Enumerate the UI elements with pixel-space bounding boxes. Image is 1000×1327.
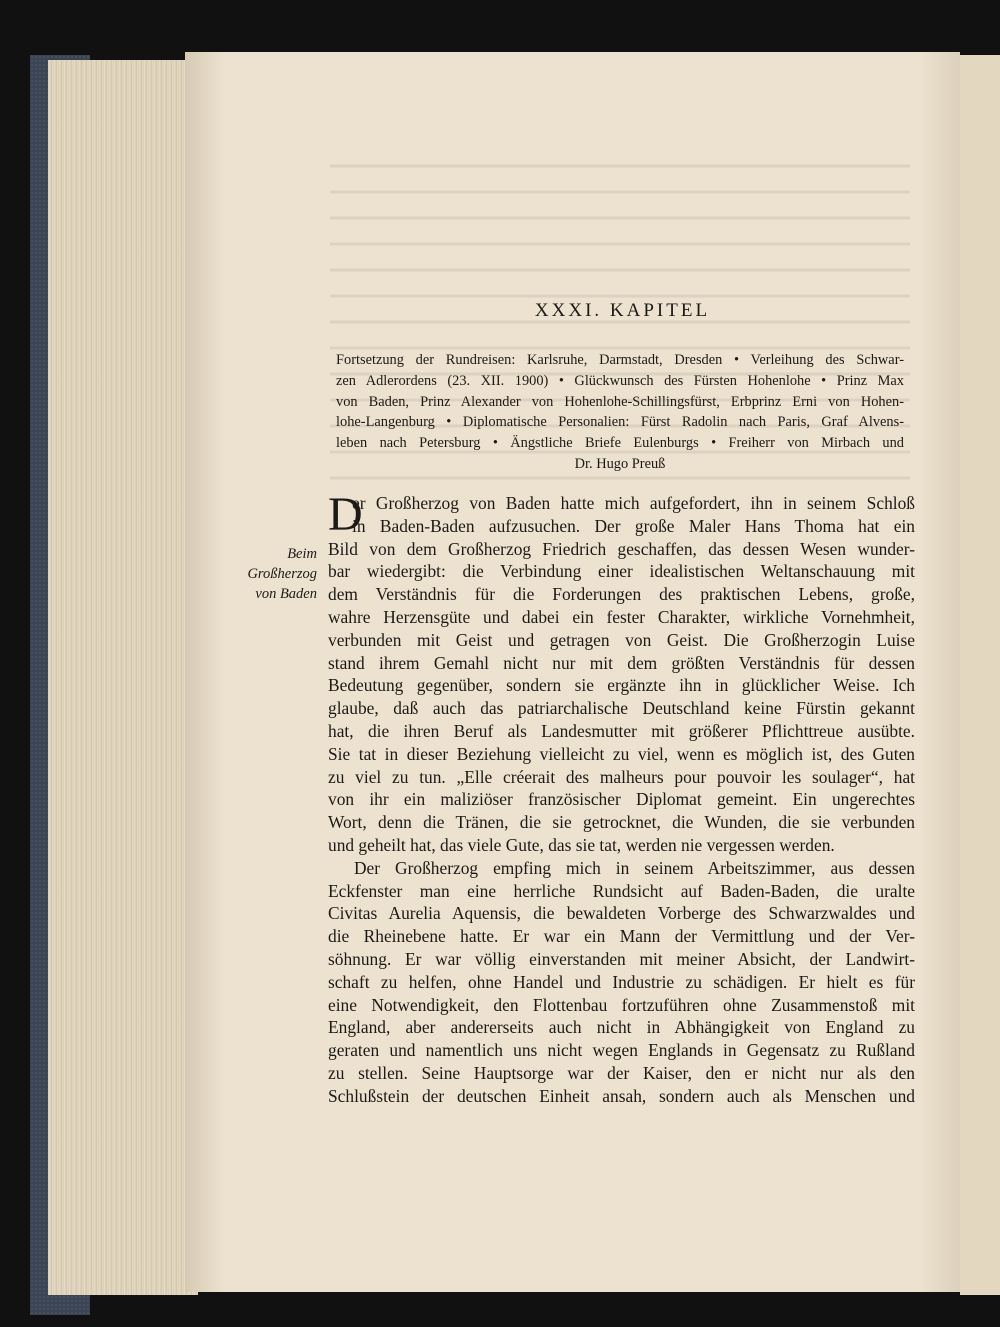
body-line: glaube, daß auch das patriarchalische Deutschland keine Fürstin gekannt: [328, 698, 915, 719]
body-line: verbunden mit Geist und getragen von Geist. Die Großherzogin Luise: [328, 629, 915, 650]
body-line: Bedeutung gegenüber, sondern sie ergänzte ihn in glücklicher Weise. Ich: [328, 675, 915, 696]
body-line: schaft zu helfen, ohne Handel und Industrie zu schädigen. Er hielt es für: [328, 971, 915, 992]
body-line: geraten und namentlich uns nicht wegen Englands in Gegensatz zu Rußland: [328, 1040, 915, 1061]
summary-line: Fortsetzung der Rundreisen: Karlsruhe, Darmstadt, Dresden • Verleihung des Schwar-: [336, 352, 904, 368]
page-edges: [48, 60, 198, 1295]
body-line: England, aber andererseits auch nicht in Abhängigkeit von England zu: [328, 1017, 915, 1038]
body-line: von ihr ein maliziöser französischer Diplomat gemeint. Ein ungerechtes: [328, 789, 915, 810]
summary-line: von Baden, Prinz Alexander von Hohenlohe-Schillingsfürst, Erbprinz Erni von Hohen-: [336, 393, 904, 410]
summary-line: Dr. Hugo Preuß: [574, 455, 666, 472]
body-line: und geheilt hat, das viele Gute, das sie tat, werden nie vergessen werden.: [328, 834, 835, 855]
body-line: Wort, denn die Tränen, die sie getrocknet, die Wunden, die sie verbunden: [328, 812, 915, 833]
margin-note-line: Großherzog: [247, 566, 317, 582]
body-line: söhnung. Er war völlig einverstanden mit meiner Absicht, der Landwirt-: [328, 948, 915, 969]
body-line: die Rheinebene hatte. Er war ein Mann der Vermittlung und der Ver-: [328, 926, 915, 947]
adjacent-page-edge: [960, 55, 1000, 1295]
margin-note: [225, 544, 317, 604]
body-line: zu viel zu tun. „Elle créerait des malheurs pour pouvoir les soulager“, hat: [328, 766, 915, 787]
body-line: Der Großherzog empfing mich in seinem Arbeitszimmer, aus dessen: [354, 857, 915, 878]
body-line: er Großherzog von Baden hatte mich aufgefordert, ihn in seinem Schloß: [352, 493, 915, 513]
body-line: wahre Herzensgüte und dabei ein fester Charakter, wirkliche Vornehmheit,: [328, 606, 915, 627]
body-line: Eckfenster man eine herrliche Rundsicht auf Baden-Baden, die uralte: [328, 880, 915, 901]
drop-cap: D: [328, 488, 363, 541]
body-line: in Baden-Baden aufzusuchen. Der große Maler Hans Thoma hat ein: [352, 515, 915, 536]
body-line: dem Verständnis für die Forderungen des praktischen Lebens, große,: [328, 584, 915, 605]
summary-line: lohe-Langenburg • Diplomatische Personalien: Fürst Radolin nach Paris, Graf Alvens-: [336, 414, 904, 431]
body-line: bar wiedergibt: die Verbindung einer idealistischen Weltanschauung mit: [328, 561, 915, 582]
chapter-title: XXXI. KAPITEL: [534, 300, 711, 321]
opening-lines: [328, 488, 915, 541]
body-line: stand ihrem Gemahl nicht nur mit dem größten Verständnis für dessen: [328, 652, 915, 673]
margin-note-line: von Baden: [255, 586, 317, 602]
summary-line: leben nach Petersburg • Ängstliche Briefe Eulenburgs • Freiherr von Mirbach und: [336, 435, 904, 452]
body-line: Schlußstein der deutschen Einheit ansah, sondern auch als Menschen und: [328, 1085, 915, 1106]
body-line: zu stellen. Seine Hauptsorge war der Kaiser, den er nicht nur als den: [328, 1062, 915, 1083]
margin-note-line: Beim: [287, 546, 317, 562]
body-line: Civitas Aurelia Aquensis, die bewaldeten Vorberge des Schwarzwaldes und: [328, 903, 915, 924]
chapter-summary: [336, 350, 904, 475]
body-line: eine Notwendigkeit, den Flottenbau fortzuführen ohne Zusammenstoß mit: [328, 994, 915, 1015]
body-line: hat, die ihren Beruf als Landesmutter mit größerer Pflichttreue ausübte.: [328, 720, 915, 741]
body-text: [328, 488, 915, 1108]
body-line: Sie tat in dieser Beziehung vielleicht zu viel, wenn es möglich ist, des Guten: [328, 743, 915, 764]
summary-line: zen Adlerordens (23. XII. 1900) • Glückwunsch des Fürsten Hohenlohe • Prinz Max: [336, 372, 904, 389]
body-line: Bild von dem Großherzog Friedrich geschaffen, das dessen Wesen wunder-: [328, 538, 915, 559]
